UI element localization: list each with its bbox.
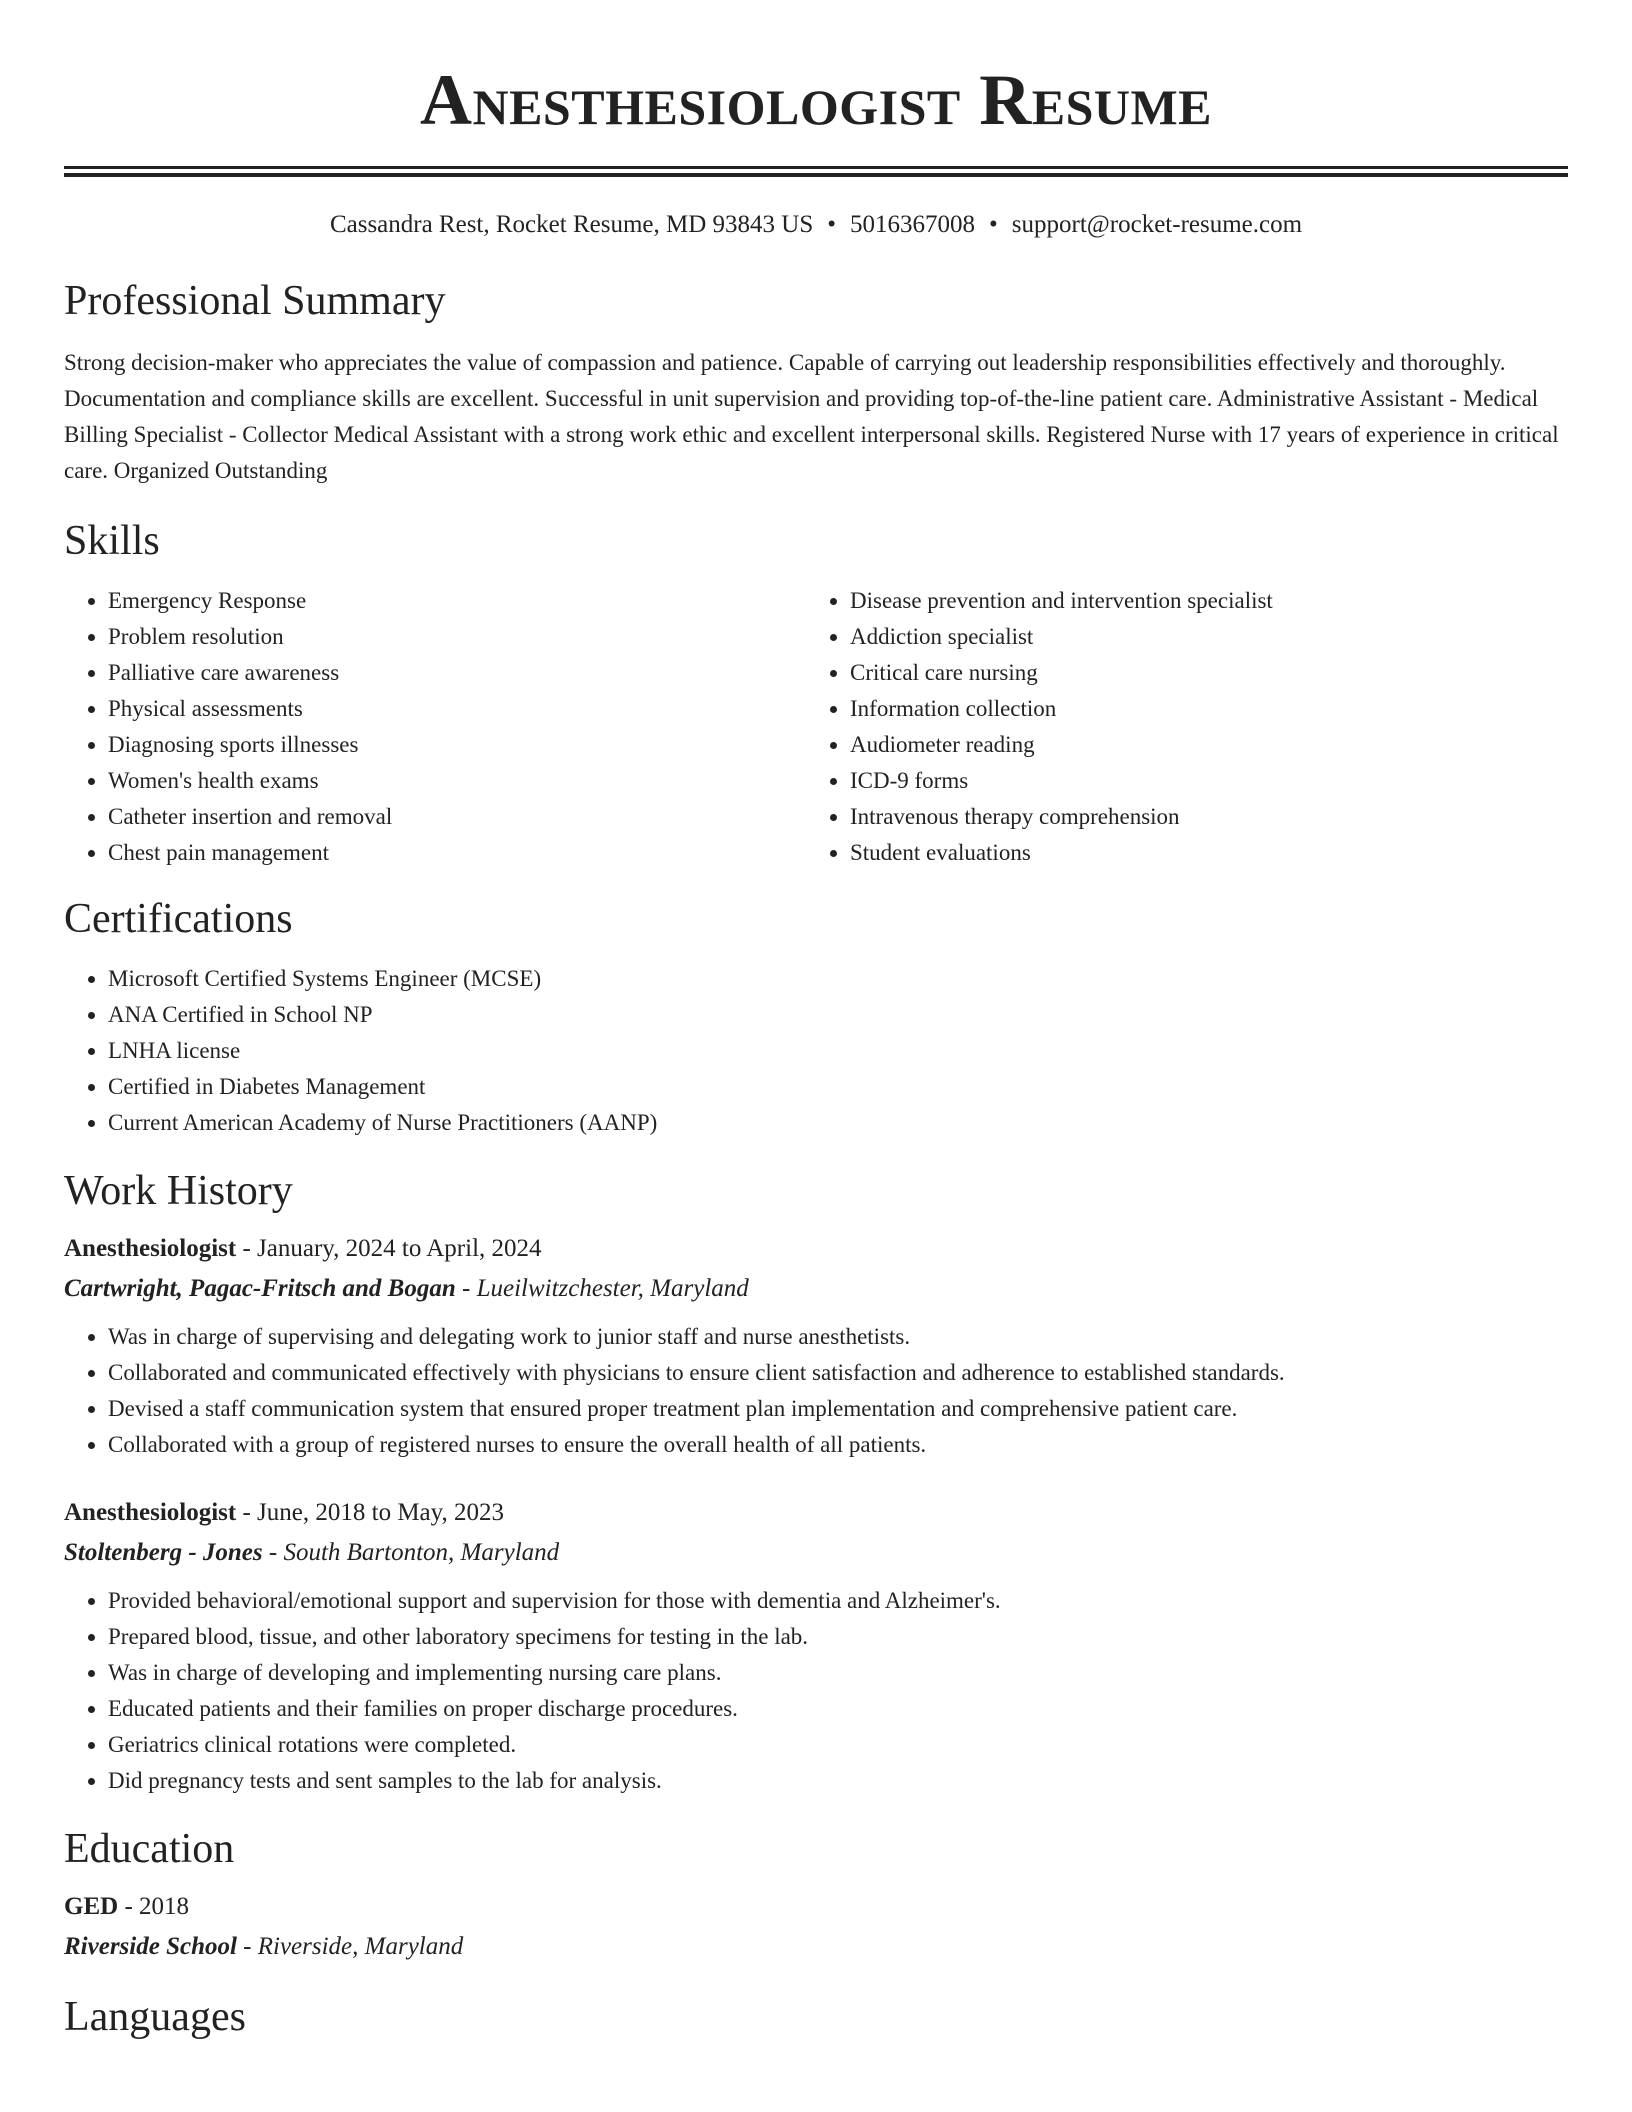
job-bullet: • Educated patients and their families on proper discharge procedures. — [108, 1691, 1568, 1727]
job-bullet: • Collaborated with a group of registered nurses to ensure the overall health of all patients. — [108, 1427, 1568, 1463]
certifications-list — [64, 961, 1568, 1141]
skill-item: • Diagnosing sports illnesses — [108, 727, 806, 763]
job-location: - Lueilwitzchester, Maryland — [455, 1275, 749, 1302]
job-entry — [64, 1493, 1568, 1799]
contact-phone: 5016367008 — [850, 211, 975, 238]
contact-separator: • — [989, 211, 998, 238]
skills-heading: Skills — [64, 518, 160, 564]
skill-item: • Problem resolution — [108, 619, 806, 655]
job-dates: - January, 2024 to April, 2024 — [236, 1235, 542, 1262]
skill-item: • Physical assessments — [108, 691, 806, 727]
job-bullet: • Devised a staff communication system that ensured proper treatment plan implementation and comprehensive patient care. — [108, 1391, 1568, 1427]
job-company: Stoltenberg - Jones — [64, 1539, 263, 1566]
education-degree: GED — [64, 1893, 119, 1920]
job-bullet: • Was in charge of supervising and delegating work to junior staff and nurse anesthetists. — [108, 1319, 1568, 1355]
certification-item: • LNHA license — [108, 1033, 1568, 1069]
skill-item: • Palliative care awareness — [108, 655, 806, 691]
skill-item: • Intravenous therapy comprehension — [850, 799, 1548, 835]
title-divider — [64, 166, 1568, 177]
skill-item: • Chest pain management — [108, 835, 806, 871]
job-location: - South Bartonton, Maryland — [262, 1539, 560, 1566]
job-company-line — [64, 1533, 1568, 1573]
contact-address: Cassandra Rest, Rocket Resume, MD 93843 US — [329, 211, 814, 238]
job-header — [64, 1229, 1568, 1269]
education-school: Riverside School — [64, 1933, 237, 1960]
job-bullet: • Geriatrics clinical rotations were completed. — [108, 1727, 1568, 1763]
resume-title: Anesthesiologist Resume — [419, 60, 1213, 140]
certification-item: • ANA Certified in School NP — [108, 997, 1568, 1033]
contact-email: support@rocket-resume.com — [1011, 211, 1303, 238]
job-dates: - June, 2018 to May, 2023 — [236, 1499, 505, 1526]
skills-column-left — [64, 583, 806, 871]
job-role: Anesthesiologist — [64, 1499, 237, 1526]
languages-heading: Languages — [64, 1994, 246, 2040]
skill-item: • ICD-9 forms — [850, 763, 1548, 799]
certification-item: • Current American Academy of Nurse Practitioners (AANP) — [108, 1105, 1568, 1141]
job-bullet: • Collaborated and communicated effectively with physicians to ensure client satisfaction and adherence to established standards. — [108, 1355, 1568, 1391]
education-header — [64, 1887, 1568, 1927]
job-bullets — [64, 1319, 1568, 1463]
job-role: Anesthesiologist — [64, 1235, 237, 1262]
summary-heading: Professional Summary — [64, 278, 446, 324]
job-entry — [64, 1229, 1568, 1463]
skills-list-right — [806, 583, 1548, 871]
resume-page — [64, 0, 1568, 2041]
certification-item: • Microsoft Certified Systems Engineer (MCSE) — [108, 961, 1568, 997]
education-heading: Education — [64, 1826, 235, 1872]
skill-item: • Audiometer reading — [850, 727, 1548, 763]
skill-item: • Information collection — [850, 691, 1548, 727]
job-company-line — [64, 1269, 1568, 1309]
skill-item: • Women's health exams — [108, 763, 806, 799]
education-location: - Riverside, Maryland — [236, 1933, 464, 1960]
job-company: Cartwright, Pagac-Fritsch and Bogan — [64, 1275, 456, 1302]
skills-column-right — [806, 583, 1548, 871]
certification-item: • Certified in Diabetes Management — [108, 1069, 1568, 1105]
skill-item: • Emergency Response — [108, 583, 806, 619]
skills-columns — [64, 583, 1568, 871]
skill-item: • Disease prevention and intervention specialist — [850, 583, 1548, 619]
skills-list-left — [64, 583, 806, 871]
work-history-heading: Work History — [64, 1168, 293, 1214]
education-school-line — [64, 1927, 1568, 1967]
skill-item: • Student evaluations — [850, 835, 1548, 871]
job-bullet: • Did pregnancy tests and sent samples to the lab for analysis. — [108, 1763, 1568, 1799]
skill-item: • Critical care nursing — [850, 655, 1548, 691]
job-header — [64, 1493, 1568, 1533]
contact-line — [64, 207, 1568, 243]
job-bullet: • Was in charge of developing and implementing nursing care plans. — [108, 1655, 1568, 1691]
contact-separator: • — [827, 211, 836, 238]
job-bullet: • Prepared blood, tissue, and other laboratory specimens for testing in the lab. — [108, 1619, 1568, 1655]
job-bullets — [64, 1583, 1568, 1799]
skill-item: • Addiction specialist — [850, 619, 1548, 655]
skill-item: • Catheter insertion and removal — [108, 799, 806, 835]
education-year: - 2018 — [118, 1893, 190, 1920]
summary-text: Strong decision-maker who appreciates the value of compassion and patience. Capable of carrying out leadership responsibilities effectively and thoroughly. Documentation and compliance skills are excellent. Successful in unit supervision and providing top-of-the-line patient care. Administrative Assistant - Medical Billing Specialist - Collector Medical Assistant with a strong work ethic and excellent interpersonal skills. Registered Nurse with 17 years of experience in critical care. Organized Outstanding — [64, 350, 1559, 483]
job-bullet: • Provided behavioral/emotional support and supervision for those with dementia and Alzheimer's. — [108, 1583, 1568, 1619]
certifications-heading: Certifications — [64, 896, 293, 942]
